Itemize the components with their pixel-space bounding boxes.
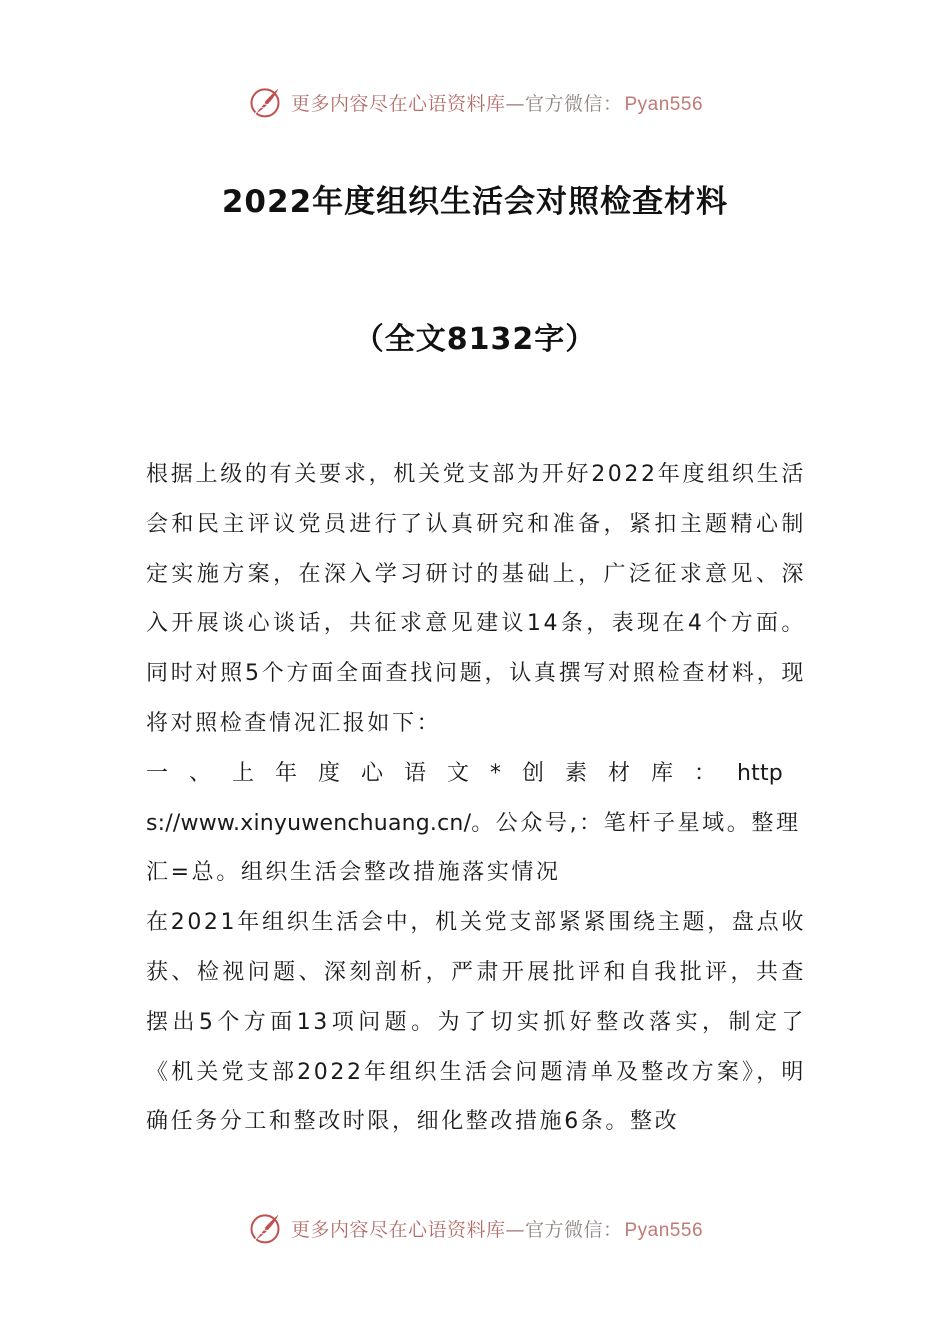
section-heading-prefix: 一、上年度心语文*创素材库： xyxy=(146,760,738,786)
footer-watermark-separator: — xyxy=(505,1218,525,1241)
header-watermark-main: 更多内容尽在心语资料库 xyxy=(290,92,506,115)
header-watermark-wechat-id: Pyan556 xyxy=(624,93,704,115)
quill-logo-icon xyxy=(247,84,283,120)
header-watermark-banner xyxy=(0,80,950,124)
header-watermark-separator: — xyxy=(505,92,525,115)
footer-watermark-main: 更多内容尽在心语资料库 xyxy=(290,1218,506,1241)
section-heading-url: https://www.xinyuwenchuang.cn/ xyxy=(146,760,783,836)
header-watermark-official: 官方微信： xyxy=(524,92,623,115)
document-subtitle: （全文8132字） xyxy=(353,322,597,357)
footer-watermark-wechat-id: Pyan556 xyxy=(624,1219,704,1241)
footer-watermark-banner xyxy=(0,1206,950,1250)
section-heading xyxy=(146,749,806,898)
header-watermark-text xyxy=(291,89,703,116)
footer-watermark-official: 官方微信： xyxy=(524,1218,623,1241)
section-heading-suffix: 。公众号,：笔杆子星域。整理汇=总。组织生活会整改措施落实情况 xyxy=(146,810,801,886)
intro-paragraph: 根据上级的有关要求，机关党支部为开好2022年度组织生活会和民主评议党员进行了认真研究和准备，紧扣主题精心制定实施方案，在深入学习研讨的基础上，广泛征求意见、深入开展谈心谈话，共征求意见建议14条，表现在4个方面。同时对照5个方面全面查找问题，认真撰写对照检查材料，现将对照检查情况汇报如下： xyxy=(146,462,806,736)
document-body xyxy=(146,450,806,1147)
quill-logo-icon xyxy=(247,1210,283,1246)
section-paragraph: 在2021年组织生活会中，机关党支部紧紧围绕主题，盘点收获、检视问题、深刻剖析，严肃开展批评和自我批评，共查摆出5个方面13项问题。为了切实抓好整改落实，制定了《机关党支部2022年组织生活会问题清单及整改方案》，明确任务分工和整改时限，细化整改措施6条。整改 xyxy=(146,910,806,1135)
footer-watermark-text xyxy=(291,1215,703,1242)
document-title: 2022年度组织生活会对照检查材料 xyxy=(221,184,729,220)
